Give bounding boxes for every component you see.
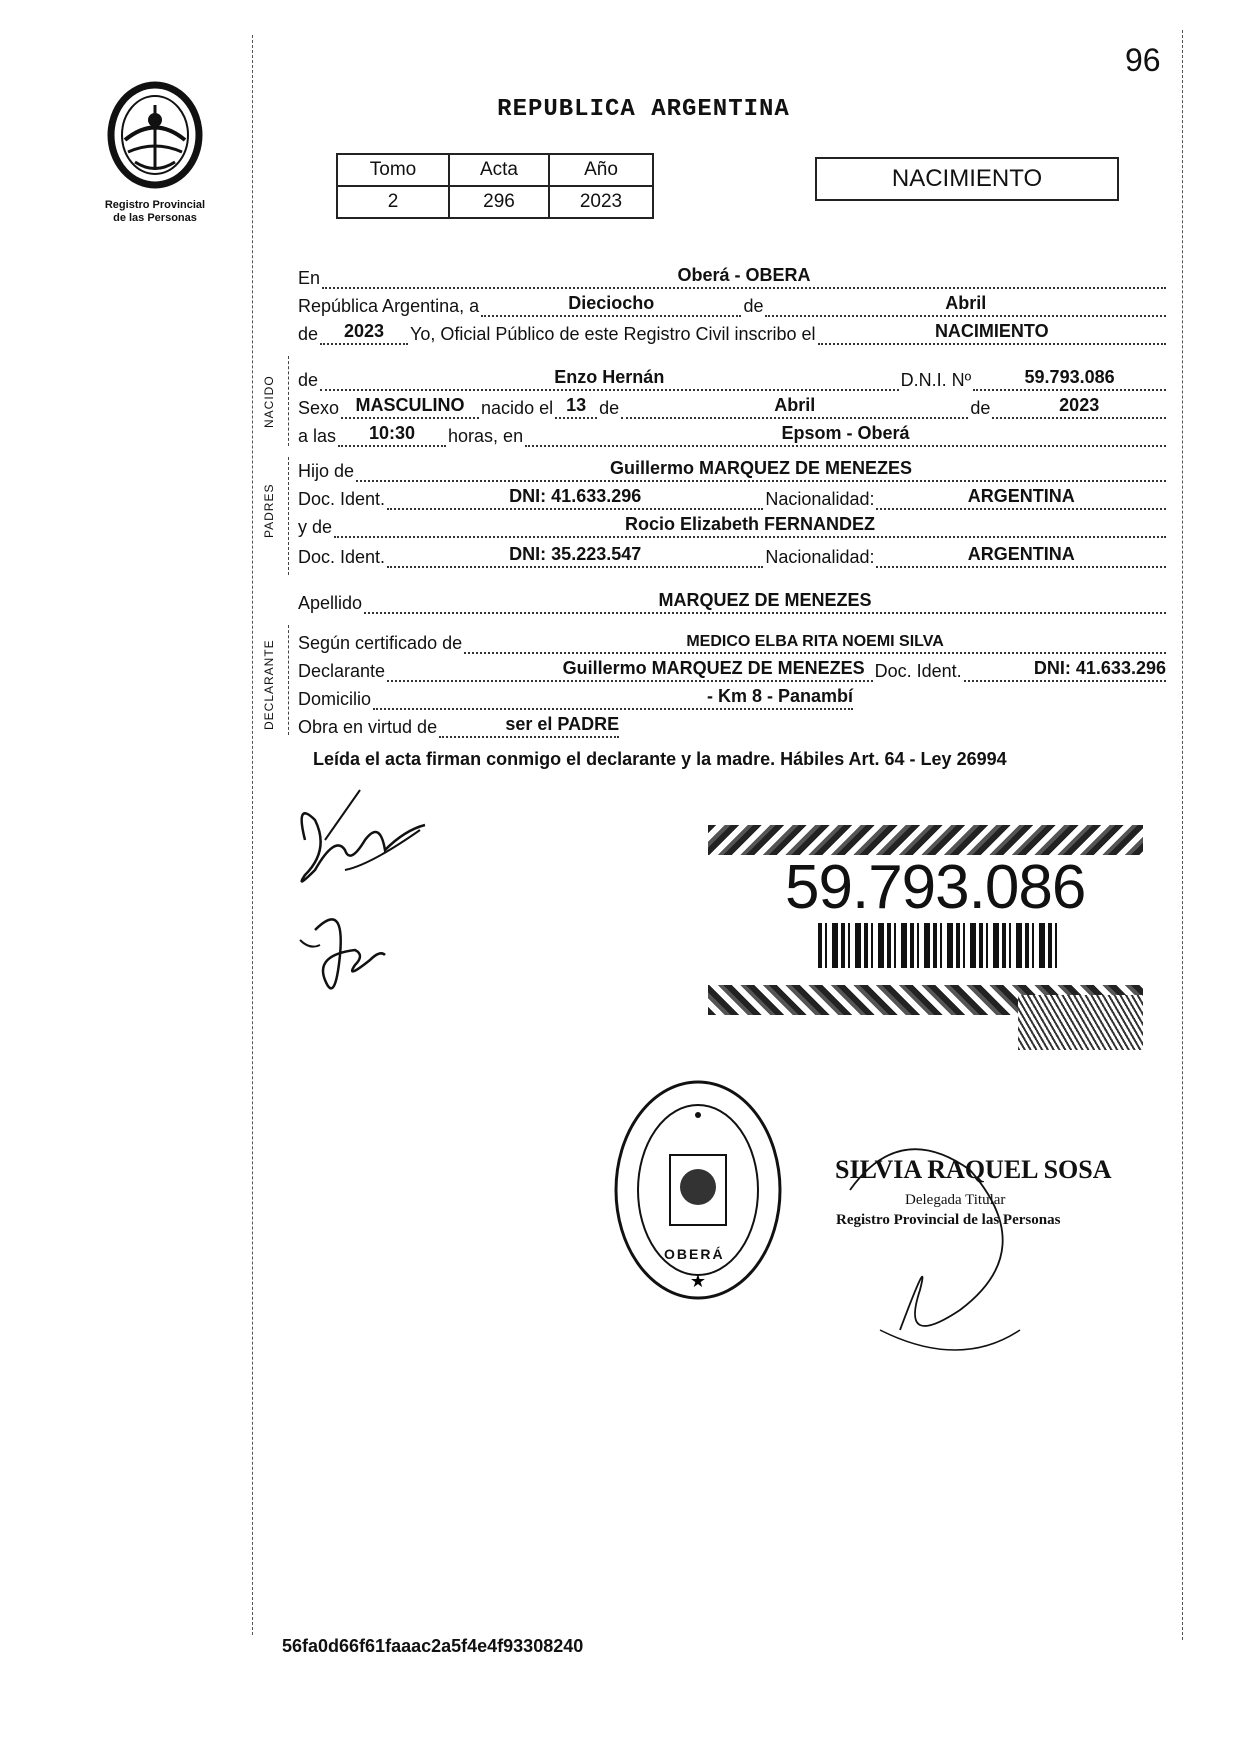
nombre-value: Enzo Hernán [554, 367, 665, 387]
record-table [336, 153, 654, 219]
row-obra [298, 714, 1168, 738]
row-apellido [298, 590, 1168, 614]
certificado-value: MEDICO ELBA RITA NOEMI SILVA [686, 633, 944, 650]
hora-value: 10:30 [369, 423, 416, 443]
row-madre-doc [298, 544, 1168, 568]
leida-statement: Leída el acta firman conmigo el declarante y la madre. Hábiles Art. 64 - Ley 26994 [313, 749, 1007, 769]
logo-caption-line2: de las Personas [113, 212, 197, 224]
row-domicilio [298, 686, 1168, 710]
de4-label: de [599, 398, 620, 418]
seal-star: ★ [689, 1271, 707, 1291]
decl-doc-label: Doc. Ident. [874, 661, 962, 681]
dia-value: Dieciocho [568, 293, 655, 313]
padres-side-label: PADRES [262, 483, 276, 538]
de2-label: de [298, 324, 319, 344]
en-label: En [298, 268, 321, 288]
nacido-side-label: NACIDO [262, 375, 276, 428]
lugar-nacimiento: Epsom - Oberá [781, 423, 910, 443]
republica-label: República Argentina, a [298, 296, 480, 316]
row-madre [298, 514, 1168, 538]
domicilio-label: Domicilio [298, 689, 372, 709]
sticker-top-band [708, 825, 1143, 855]
declarante-bracket [288, 625, 289, 735]
horas-en-label: horas, en [448, 426, 524, 446]
padre-doc-label: Doc. Ident. [298, 489, 386, 509]
y-de-label: y de [298, 517, 333, 537]
padre-nac-value: ARGENTINA [967, 486, 1075, 506]
nacido-bracket [288, 356, 289, 446]
official-seal-icon [608, 1075, 788, 1305]
madre-doc-label: Doc. Ident. [298, 547, 386, 567]
domicilio-value: - Km 8 - Panambí [706, 686, 854, 706]
page-number: 96 [1125, 42, 1161, 78]
anio-value: 2023 [549, 186, 653, 218]
page-title: REPUBLICA ARGENTINA [497, 96, 790, 123]
de5-label: de [970, 398, 991, 418]
obra-value: ser el PADRE [505, 714, 620, 734]
lugar-inscripcion: Oberá - OBERA [677, 265, 811, 285]
madre-doc-value: DNI: 35.223.547 [509, 544, 642, 564]
nacido-el-label: nacido el [481, 398, 554, 418]
row-padre [298, 458, 1168, 482]
handwritten-signatures-icon [285, 780, 445, 1020]
de3-label: de [298, 370, 319, 390]
mes-value: Abril [945, 293, 987, 313]
hijo-de-label: Hijo de [298, 461, 355, 481]
anio-inscripcion: 2023 [344, 321, 385, 341]
row-anio [298, 321, 1168, 345]
segun-label: Según certificado de [298, 633, 463, 653]
padre-nac-label: Nacionalidad: [765, 489, 875, 509]
yo-label: Yo, Oficial Público de este Registro Civil inscribo el [410, 324, 816, 344]
row-nombre [298, 367, 1168, 391]
record-type-box: NACIMIENTO [815, 157, 1119, 201]
row-fecha [298, 293, 1168, 317]
madre-value: Rocio Elizabeth FERNANDEZ [625, 514, 876, 534]
anio-header: Año [549, 154, 653, 186]
tomo-value: 2 [337, 186, 449, 218]
row-en [298, 265, 1168, 289]
obra-label: Obra en virtud de [298, 717, 438, 737]
madre-nac-value: ARGENTINA [967, 544, 1075, 564]
dni-label: D.N.I. Nº [900, 370, 972, 390]
document-hash: 56fa0d66f61faaac2a5f4e4f93308240 [282, 1636, 584, 1656]
nac-dia-value: 13 [566, 395, 587, 415]
left-margin-line [252, 35, 253, 1635]
a-las-label: a las [298, 426, 337, 446]
declarante-value: Guillermo MARQUEZ DE MENEZES [562, 658, 865, 678]
signatory-name: SILVIA RAQUEL SOSA [835, 1155, 1112, 1184]
tomo-header: Tomo [337, 154, 449, 186]
apellido-value: MARQUEZ DE MENEZES [658, 590, 872, 610]
tipo-inscripcion: NACIMIENTO [934, 321, 1049, 341]
dni-value: 59.793.086 [1024, 367, 1115, 387]
nac-mes-value: Abril [774, 395, 816, 415]
right-margin-line [1182, 30, 1183, 1640]
madre-nac-label: Nacionalidad: [765, 547, 875, 567]
seal-bottom-text: OBERÁ [664, 1246, 725, 1262]
de-label: de [743, 296, 764, 316]
sticker-dni-number: 59.793.086 [785, 853, 1086, 922]
sticker-barcode [818, 923, 1058, 968]
padre-value: Guillermo MARQUEZ DE MENEZES [610, 458, 913, 478]
row-hora [298, 423, 1168, 447]
row-sexo [298, 395, 1168, 419]
declarante-label: Declarante [298, 661, 386, 681]
decl-doc-value: DNI: 41.633.296 [1033, 658, 1166, 678]
sexo-value: MASCULINO [355, 395, 465, 415]
declarante-side-label: DECLARANTE [262, 639, 276, 730]
acta-header: Acta [449, 154, 549, 186]
sexo-label: Sexo [298, 398, 340, 418]
row-declarante [298, 658, 1168, 682]
nac-anio-value: 2023 [1059, 395, 1100, 415]
logo-caption-line1: Registro Provincial [104, 199, 206, 211]
signatory-role: Delegada Titular [905, 1192, 1006, 1208]
row-padre-doc [298, 486, 1168, 510]
padre-doc-value: DNI: 41.633.296 [509, 486, 642, 506]
row-certificado [298, 630, 1168, 654]
logo-caption [95, 199, 215, 225]
signatory-org: Registro Provincial de las Personas [836, 1212, 1061, 1228]
acta-value: 296 [449, 186, 549, 218]
padres-bracket [288, 457, 289, 575]
sticker-hologram [1018, 995, 1143, 1050]
apellido-label: Apellido [298, 593, 363, 613]
